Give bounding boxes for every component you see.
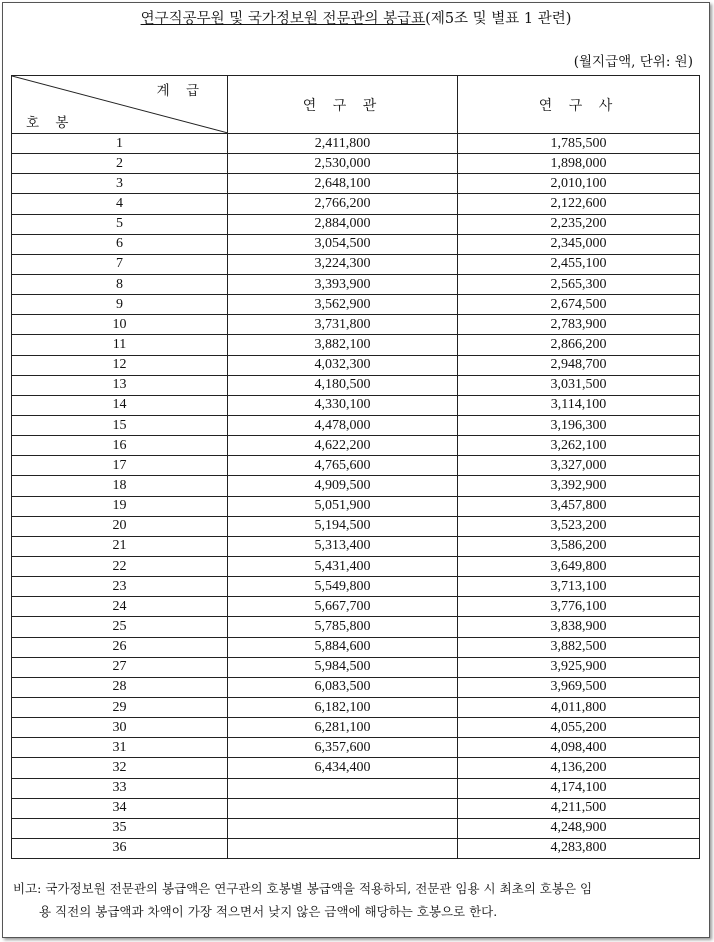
- researcher-pay-cell: 3,776,100: [458, 597, 700, 617]
- step-cell: 10: [12, 315, 228, 335]
- senior-researcher-pay-cell: 6,434,400: [228, 758, 458, 778]
- step-label: 호 봉: [26, 115, 75, 131]
- researcher-pay-cell: 2,674,500: [458, 295, 700, 315]
- researcher-pay-cell: 3,713,100: [458, 577, 700, 597]
- table-row: [12, 496, 700, 516]
- senior-researcher-pay-cell: 3,882,100: [228, 335, 458, 355]
- step-cell: 13: [12, 375, 228, 395]
- researcher-pay-cell: 3,925,900: [458, 657, 700, 677]
- senior-researcher-pay-cell: 5,194,500: [228, 516, 458, 536]
- step-cell: 30: [12, 718, 228, 738]
- researcher-pay-cell: 3,969,500: [458, 677, 700, 697]
- table-row: [12, 778, 700, 798]
- researcher-pay-cell: 2,948,700: [458, 355, 700, 375]
- senior-researcher-pay-cell: [228, 798, 458, 818]
- table-body: [12, 134, 700, 859]
- document-page: [2, 2, 710, 938]
- senior-researcher-pay-cell: 2,884,000: [228, 214, 458, 234]
- step-cell: 33: [12, 778, 228, 798]
- step-cell: 6: [12, 234, 228, 254]
- senior-researcher-pay-cell: [228, 838, 458, 858]
- senior-researcher-pay-cell: 5,549,800: [228, 577, 458, 597]
- step-cell: 5: [12, 214, 228, 234]
- step-cell: 36: [12, 838, 228, 858]
- step-cell: 27: [12, 657, 228, 677]
- step-cell: 32: [12, 758, 228, 778]
- table-row: [12, 718, 700, 738]
- step-cell: 18: [12, 476, 228, 496]
- senior-researcher-pay-cell: 3,224,300: [228, 254, 458, 274]
- table-row: [12, 536, 700, 556]
- table-row: [12, 456, 700, 476]
- researcher-pay-cell: 4,098,400: [458, 738, 700, 758]
- step-cell: 11: [12, 335, 228, 355]
- senior-researcher-pay-cell: 3,054,500: [228, 234, 458, 254]
- table-row: [12, 134, 700, 154]
- researcher-pay-cell: 4,248,900: [458, 818, 700, 838]
- researcher-pay-cell: 2,565,300: [458, 274, 700, 294]
- senior-researcher-pay-cell: 4,765,600: [228, 456, 458, 476]
- header-corner-cell: [12, 76, 228, 134]
- senior-researcher-pay-cell: 5,884,600: [228, 637, 458, 657]
- step-cell: 31: [12, 738, 228, 758]
- table-row: [12, 697, 700, 717]
- table-row: [12, 657, 700, 677]
- researcher-pay-cell: 1,785,500: [458, 134, 700, 154]
- senior-researcher-pay-cell: 5,984,500: [228, 657, 458, 677]
- step-cell: 8: [12, 274, 228, 294]
- step-cell: 25: [12, 617, 228, 637]
- senior-researcher-pay-cell: 4,622,200: [228, 436, 458, 456]
- researcher-pay-cell: 2,122,600: [458, 194, 700, 214]
- step-cell: 3: [12, 174, 228, 194]
- senior-researcher-pay-cell: 6,357,600: [228, 738, 458, 758]
- title-main: 연구직공무원 및 국가정보원 전문관의 봉급표: [140, 11, 426, 27]
- table-row: [12, 154, 700, 174]
- senior-researcher-pay-cell: 6,281,100: [228, 718, 458, 738]
- researcher-pay-cell: 3,882,500: [458, 637, 700, 657]
- step-cell: 7: [12, 254, 228, 274]
- researcher-pay-cell: 3,031,500: [458, 375, 700, 395]
- step-cell: 4: [12, 194, 228, 214]
- step-cell: 28: [12, 677, 228, 697]
- senior-researcher-pay-cell: 5,431,400: [228, 556, 458, 576]
- senior-researcher-pay-cell: 2,411,800: [228, 134, 458, 154]
- table-row: [12, 355, 700, 375]
- table-row: [12, 677, 700, 697]
- researcher-pay-cell: 2,010,100: [458, 174, 700, 194]
- senior-researcher-pay-cell: 5,667,700: [228, 597, 458, 617]
- step-cell: 35: [12, 818, 228, 838]
- table-row: [12, 818, 700, 838]
- senior-researcher-pay-cell: 4,180,500: [228, 375, 458, 395]
- senior-researcher-pay-cell: 3,731,800: [228, 315, 458, 335]
- footnote-line-1: 비고: 국가정보원 전문관의 봉급액은 연구관의 호봉별 봉급액을 적용하되, 전문관 임용 시 최초의 호봉은 임: [13, 881, 593, 896]
- senior-researcher-pay-cell: 4,909,500: [228, 476, 458, 496]
- researcher-pay-cell: 2,345,000: [458, 234, 700, 254]
- researcher-pay-cell: 3,457,800: [458, 496, 700, 516]
- table-row: [12, 415, 700, 435]
- step-cell: 1: [12, 134, 228, 154]
- table-row: [12, 234, 700, 254]
- senior-researcher-pay-cell: 3,562,900: [228, 295, 458, 315]
- table-row: [12, 395, 700, 415]
- step-cell: 24: [12, 597, 228, 617]
- col-header-researcher: 연 구 사: [458, 76, 700, 134]
- researcher-pay-cell: 3,586,200: [458, 536, 700, 556]
- table-row: [12, 254, 700, 274]
- document-title: [3, 9, 709, 29]
- table-row: [12, 597, 700, 617]
- researcher-pay-cell: 3,262,100: [458, 436, 700, 456]
- senior-researcher-pay-cell: 5,313,400: [228, 536, 458, 556]
- researcher-pay-cell: 3,392,900: [458, 476, 700, 496]
- researcher-pay-cell: 3,327,000: [458, 456, 700, 476]
- senior-researcher-pay-cell: 2,766,200: [228, 194, 458, 214]
- step-cell: 20: [12, 516, 228, 536]
- senior-researcher-pay-cell: 6,182,100: [228, 697, 458, 717]
- unit-label: (월지급액, 단위: 원): [573, 54, 693, 70]
- footnote: [13, 877, 703, 923]
- table-row: [12, 476, 700, 496]
- table-row: [12, 556, 700, 576]
- researcher-pay-cell: 3,196,300: [458, 415, 700, 435]
- senior-researcher-pay-cell: [228, 818, 458, 838]
- table-row: [12, 838, 700, 858]
- table-row: [12, 295, 700, 315]
- step-cell: 23: [12, 577, 228, 597]
- table-header-row: [12, 76, 700, 134]
- researcher-pay-cell: 1,898,000: [458, 154, 700, 174]
- step-cell: 29: [12, 697, 228, 717]
- step-cell: 34: [12, 798, 228, 818]
- col-header-senior-researcher: 연 구 관: [228, 76, 458, 134]
- table-row: [12, 516, 700, 536]
- table-row: [12, 738, 700, 758]
- step-cell: 26: [12, 637, 228, 657]
- researcher-pay-cell: 2,866,200: [458, 335, 700, 355]
- researcher-pay-cell: 4,174,100: [458, 778, 700, 798]
- researcher-pay-cell: 2,235,200: [458, 214, 700, 234]
- researcher-pay-cell: 3,114,100: [458, 395, 700, 415]
- step-cell: 2: [12, 154, 228, 174]
- researcher-pay-cell: 2,455,100: [458, 254, 700, 274]
- senior-researcher-pay-cell: 6,083,500: [228, 677, 458, 697]
- senior-researcher-pay-cell: 4,032,300: [228, 355, 458, 375]
- senior-researcher-pay-cell: 2,530,000: [228, 154, 458, 174]
- grade-label: 계 급: [156, 83, 205, 99]
- senior-researcher-pay-cell: 3,393,900: [228, 274, 458, 294]
- step-cell: 17: [12, 456, 228, 476]
- table-row: [12, 274, 700, 294]
- researcher-pay-cell: 4,055,200: [458, 718, 700, 738]
- researcher-pay-cell: 4,011,800: [458, 697, 700, 717]
- salary-table: [11, 75, 700, 859]
- table-row: [12, 214, 700, 234]
- step-cell: 12: [12, 355, 228, 375]
- footnote-line-2: 용 직전의 봉급액과 차액이 가장 적으면서 낮지 않은 금액에 해당하는 호봉으로 한다.: [39, 904, 498, 919]
- senior-researcher-pay-cell: 2,648,100: [228, 174, 458, 194]
- table-row: [12, 617, 700, 637]
- step-cell: 21: [12, 536, 228, 556]
- table-row: [12, 436, 700, 456]
- step-cell: 9: [12, 295, 228, 315]
- researcher-pay-cell: 4,283,800: [458, 838, 700, 858]
- step-cell: 19: [12, 496, 228, 516]
- table-row: [12, 758, 700, 778]
- senior-researcher-pay-cell: 5,051,900: [228, 496, 458, 516]
- researcher-pay-cell: 3,523,200: [458, 516, 700, 536]
- senior-researcher-pay-cell: 5,785,800: [228, 617, 458, 637]
- table-row: [12, 315, 700, 335]
- researcher-pay-cell: 3,649,800: [458, 556, 700, 576]
- table-row: [12, 375, 700, 395]
- table-row: [12, 174, 700, 194]
- table-row: [12, 335, 700, 355]
- step-cell: 16: [12, 436, 228, 456]
- senior-researcher-pay-cell: 4,478,000: [228, 415, 458, 435]
- table-row: [12, 637, 700, 657]
- table-row: [12, 194, 700, 214]
- step-cell: 15: [12, 415, 228, 435]
- senior-researcher-pay-cell: [228, 778, 458, 798]
- table-row: [12, 798, 700, 818]
- step-cell: 22: [12, 556, 228, 576]
- researcher-pay-cell: 3,838,900: [458, 617, 700, 637]
- title-suffix: (제5조 및 별표 1 관련): [425, 11, 572, 27]
- researcher-pay-cell: 2,783,900: [458, 315, 700, 335]
- researcher-pay-cell: 4,136,200: [458, 758, 700, 778]
- senior-researcher-pay-cell: 4,330,100: [228, 395, 458, 415]
- step-cell: 14: [12, 395, 228, 415]
- researcher-pay-cell: 4,211,500: [458, 798, 700, 818]
- table-row: [12, 577, 700, 597]
